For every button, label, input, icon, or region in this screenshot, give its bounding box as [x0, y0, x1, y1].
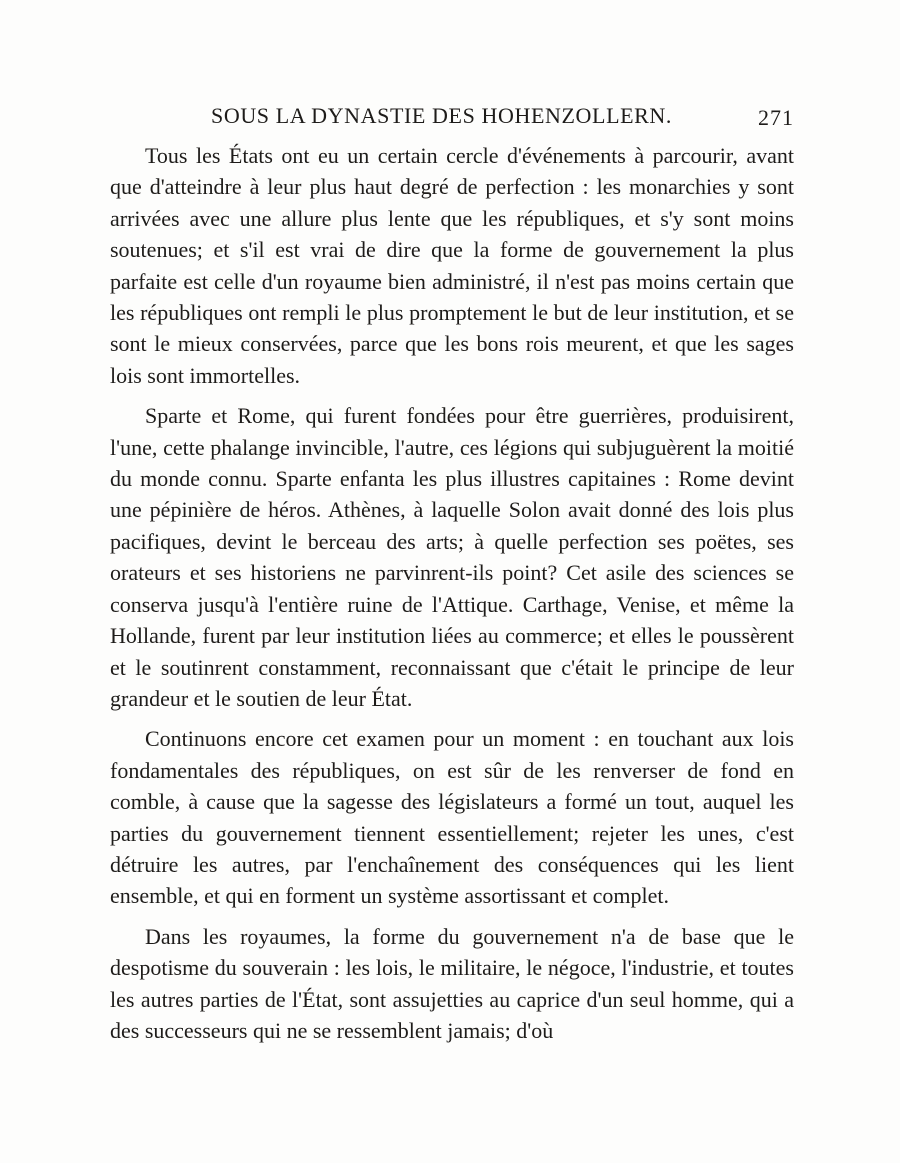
page-number: 271: [758, 105, 794, 130]
running-title: SOUS LA DYNASTIE DES HOHENZOLLERN.: [211, 103, 673, 128]
paragraph: Continuons encore cet examen pour un moment : en touchant aux lois fondamentales des républiques, on est sûr de les renverser de fond en comble, à cause que la sagesse des législateurs a formé un tout, auquel les parties du gouvernement tiennent essentiellement; rejeter les unes, c'est détruire les autres, par l'enchaînement des conséquences qui les lient ensemble, et qui en forment un système assortissant et complet.: [110, 726, 794, 909]
paragraph: Dans les royaumes, la forme du gouvernement n'a de base que le despotisme du souverain : les lois, le militaire, le négoce, l'industrie, et toutes les autres parties de l'État, sont assujetties au caprice d'un seul homme, qui a des successeurs qui ne se ressemblent jamais; d'où: [110, 923, 794, 1043]
paragraph: Sparte et Rome, qui furent fondées pour être guerrières, produisirent, l'une, cette phalange invincible, l'autre, ces légions qui subjuguèrent la moitié du monde connu. Sparte enfanta les plus illustres capitaines : Rome devint une pépinière de héros. Athènes, à laquelle Solon avait donné des lois plus pacifiques, devint le berceau des arts; à quelle perfection ses poëtes, ses orateurs et ses historiens ne parvinrent-ils point? Cet asile des sciences se conserva jusqu'à l'entière ruine de l'Attique. Carthage, Venise, et même la Hollande, furent par leur institution liées au commerce; et elles le poussèrent et le soutinrent constamment, reconnaissant que c'était le principe de leur grandeur et le soutien de leur État.: [110, 403, 794, 711]
body-text: [110, 140, 794, 1055]
running-head: [110, 99, 794, 135]
paragraph: Tous les États ont eu un certain cercle d'événements à parcourir, avant que d'atteindre à leur plus haut degré de perfection : les monarchies y sont arrivées avec une allure plus lente que les républiques, et s'y sont moins soutenues; et s'il est vrai de dire que la forme de gouvernement la plus parfaite est celle d'un royaume bien administré, il n'est pas moins certain que les républiques ont rempli le plus promptement le but de leur institution, et se sont le mieux conservées, parce que les bons rois meurent, et que les sages lois sont immortelles.: [110, 143, 794, 388]
